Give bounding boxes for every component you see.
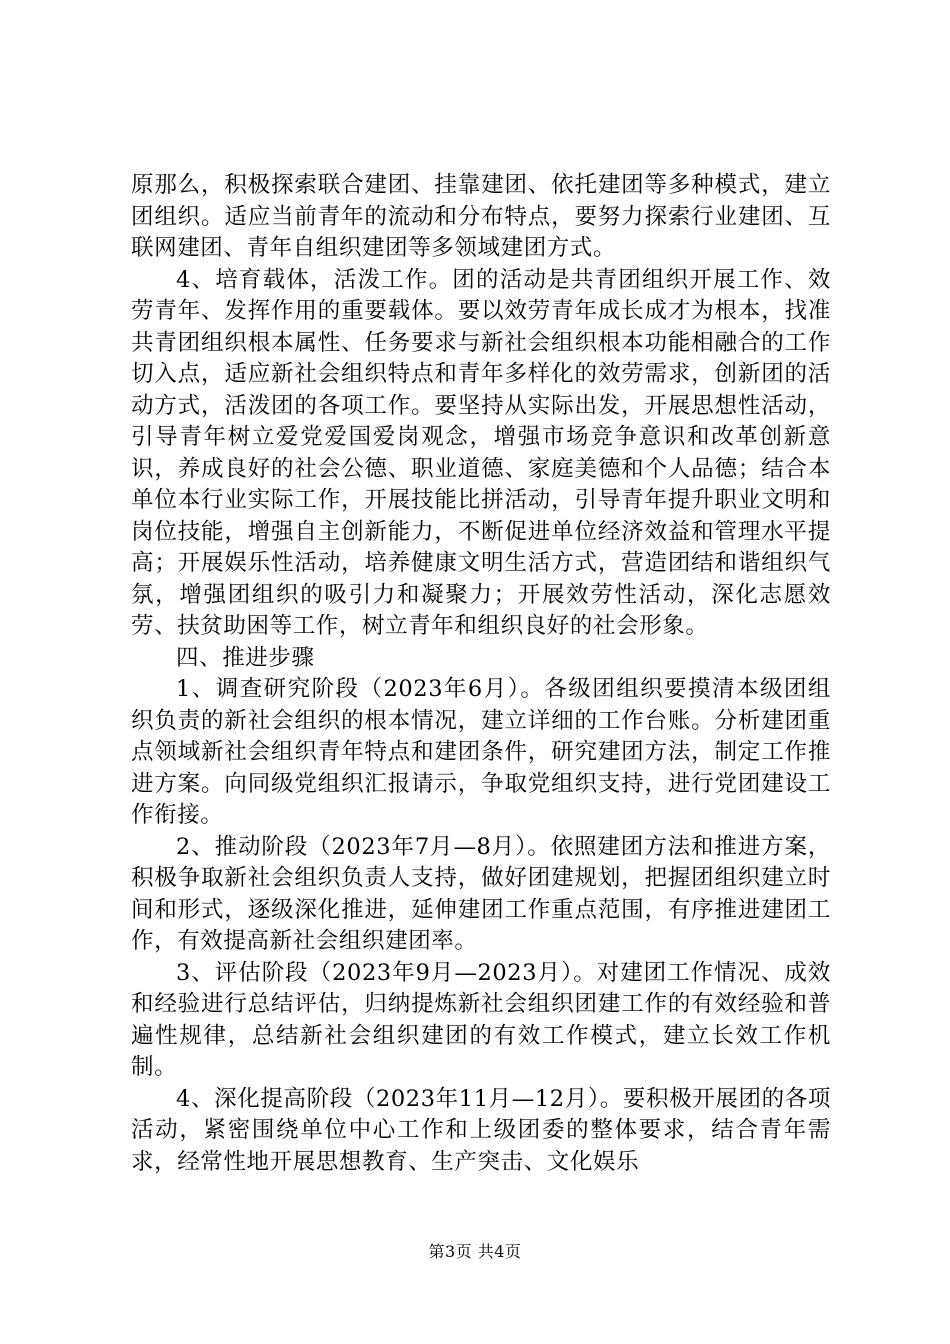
section-heading-steps: 四、推进步骤 [176,644,315,671]
paragraph-step-evaluate: 3、评估阶段（2023年9月—2023月）。对建团工作情况、成效和经验进行总结评估，归纳提炼新社会组织团建工作的有效经验和普遍性规律，总结新社会组织建团的有效工作模式，建立长效工作机制。 [131,959,831,1080]
paragraph-continuation: 原那么，积极探索联合建团、挂靠建团、依托建团等多种模式，建立团组织。适应当前青年的流动和分布特点，要努力探索行业建团、互联网建团、青年自组织建团等多领域建团方式。 [131,172,831,261]
paragraph-step-promote: 2、推动阶段（2023年7月—8月）。依照建团方法和推进方案，积极争取新社会组织负责人支持，做好团建规划，把握团组织建立时间和形式，逐级深化推进，延伸建团工作重点范围，有序推进建团工作，有效提高新社会组织建团率。 [131,833,831,954]
paragraph-step-research: 1、调查研究阶段（2023年6月）。各级团组织要摸清本级团组织负责的新社会组织的根本情况，建立详细的工作台账。分析建团重点领域新社会组织青年特点和建团条件，研究建团方法，制定工作推进方案。向同级党组织汇报请示，争取党组织支持，进行党团建设工作衔接。 [131,676,831,828]
document-body [131,170,831,1178]
paragraph-cultivate-carriers: 4、培育载体，活泼工作。团的活动是共青团组织开展工作、效劳青年、发挥作用的重要载体。要以效劳青年成长成才为根本，找准共青团组织根本属性、任务要求与新社会组织根本功能相融合的工作切入点，适应新社会组织特点和青年多样化的效劳需求，创新团的活动方式，活泼团的各项工作。要坚持从实际出发，开展思想性活动，引导青年树立爱党爱国爱岗观念，增强市场竞争意识和改革创新意识，养成良好的社会公德、职业道德、家庭美德和个人品德；结合本单位本行业实际工作，开展技能比拼活动，引导青年提升职业文明和岗位技能，增强自主创新能力，不断促进单位经济效益和管理水平提高；开展娱乐性活动，培养健康文明生活方式，营造团结和谐组织气氛，增强团组织的吸引力和凝聚力；开展效劳性活动，深化志愿效劳、扶贫助困等工作，树立青年和组织良好的社会形象。 [131,266,831,639]
page-footer: 第3页 共4页 [428,1242,522,1261]
paragraph-step-deepen: 4、深化提高阶段（2023年11月—12月）。要积极开展团的各项活动，紧密围绕单位中心工作和上级团委的整体要求，结合青年需求，经常性地开展思想教育、生产突击、文化娱乐 [131,1085,831,1175]
